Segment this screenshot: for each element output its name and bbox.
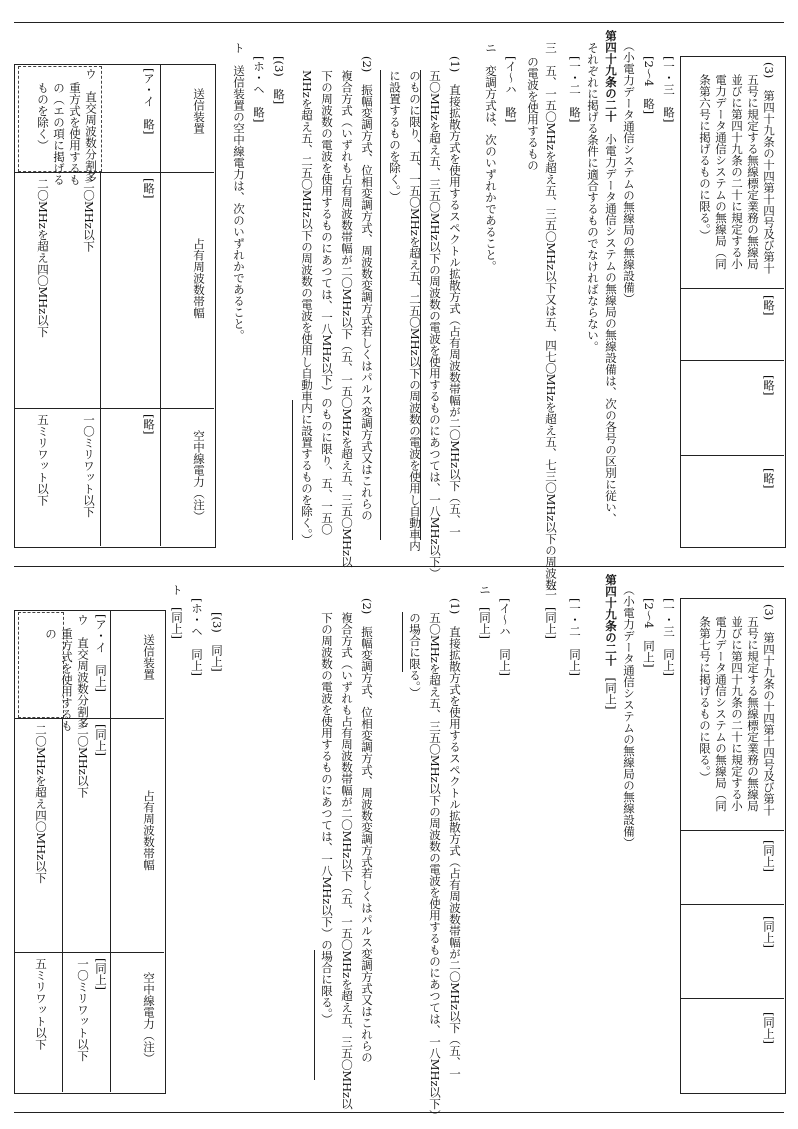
bottom-table-header: 送信装置 — [142, 634, 156, 680]
insert-mark — [420, 70, 421, 540]
article-number: 第四十九条の二十 — [604, 30, 618, 122]
bottom-table-cell: 二〇MHzを超え四〇MHz以下 — [34, 724, 48, 884]
article-text: 小電力データ通信システムの無線局の無線設備は、次の各号の区別に従い、 — [604, 122, 618, 525]
bottom-table-cell: [同上] — [94, 958, 108, 990]
top-table-header: 送信装置 — [192, 88, 206, 134]
bottom-box-text: 並びに第四十九条の二十に規定する小 — [730, 616, 744, 812]
text-line: (1) 直接拡散方式を使用するスペクトル拡散方式（占有周波数帯幅が二〇MHz以下（五、一 — [448, 56, 462, 538]
bottom-table-cell: 重方式を使用するも — [60, 628, 74, 732]
insert-mark — [402, 612, 403, 672]
bottom-box-text: 条第七号に掲げるものに限る。） — [698, 616, 712, 783]
top-table-row — [14, 408, 214, 409]
text-line: 複合方式（いずれも占有周波数帯幅が二〇MHz以下（五、一五〇MHzを超え五、三五〇MHz以 — [340, 612, 354, 1110]
article-heading — [604, 574, 618, 709]
top-box-divider — [680, 455, 784, 456]
top-table-header: 占有周波数帯幅 — [192, 238, 206, 319]
top-box-divider — [680, 288, 784, 289]
top-table-cell: 五ミリワット以下 — [36, 414, 50, 506]
bottom-table-col — [62, 718, 63, 1092]
bottom-box-text: (3) 第四十九条の十四第十四号及び第十 — [762, 604, 776, 816]
top-table-cell: [略] — [142, 178, 156, 199]
article-text: [同上] — [604, 666, 618, 710]
bottom-table-cell: [ア・イ 同上] — [94, 614, 108, 692]
text-line: [2～4 略] — [642, 56, 656, 115]
text-line: [ホ・ヘ 同上] — [190, 598, 204, 676]
text-line: MHzを超え五、二五〇MHz以下の周波数の電波を使用し自動車内に設置するものを除く。） — [300, 70, 314, 546]
insert-mark — [292, 400, 293, 540]
bottom-table-cell: 五ミリワット以下 — [34, 958, 48, 1050]
text-line: [(3) 同上] — [210, 612, 224, 672]
text-line: [(3) 略] — [272, 56, 286, 105]
text-line: [2～4 同上] — [642, 598, 656, 668]
text-line: のものに限り、五、一五〇MHzを超え五、二五〇MHz以下の周波数の電波を使用し自動車内 — [408, 70, 422, 552]
bottom-box-cell: [同上] — [762, 840, 776, 872]
text-line: ト 送信装置の空中線電力は、次のいずれかであること。 — [232, 42, 246, 341]
top-table-cell: 重方式を使用するも — [68, 82, 82, 186]
text-line: 五〇MHzを超え五、三五〇MHz以下の周波数の電波を使用するものにあつては、一八MHz以下） — [428, 612, 442, 1122]
bottom-box-divider — [680, 998, 784, 999]
text-line: それぞれに掲げる条件に適合するものでなければならない。 — [586, 42, 600, 353]
bottom-box-text: 五号に規定する無線標定業務の無線局 — [746, 616, 760, 812]
text-line: ニ [同上] — [478, 584, 492, 639]
bottom-table-header: 空中線電力（注） — [142, 972, 156, 1064]
top-table-cell: ものを除く） — [36, 82, 50, 151]
bottom-box-divider — [680, 830, 784, 831]
text-line: ト [同上] — [170, 584, 184, 639]
text-line: (2) 振幅変調方式、位相変調方式、周波数変調方式若しくはパルス変調方式又はこれらの — [360, 56, 374, 521]
text-line: の場合に限る。） — [408, 612, 422, 699]
top-table-col — [160, 64, 161, 546]
text-line: [一・二 略] — [568, 56, 582, 123]
insert-mark — [380, 70, 381, 540]
bottom-table-row — [14, 952, 164, 953]
top-box-cell: [略] — [762, 295, 776, 316]
text-line: に設置するものを除く。） — [388, 70, 402, 203]
text-line: 下の周波数の電波を使用するものにあつては、一八MHz以下）のものに限り、五、一五〇 — [320, 70, 334, 535]
text-line: の電波を使用するもの — [526, 56, 540, 171]
top-table-row — [14, 172, 214, 173]
article-heading — [604, 30, 618, 525]
top-box-text: (3) 第四十九条の十四第十四号及び第十 — [762, 62, 776, 274]
text-line: 三 五、一五〇MHzを超え五、三五〇MHz以下又は五、四七〇MHzを超え五、七三〇MHz以下の周波数 — [544, 42, 558, 591]
bottom-table-cell: ウ 直交周波数分割多 — [76, 614, 90, 729]
top-box-cell: [略] — [762, 468, 776, 489]
text-line: [一・三 略] — [662, 56, 676, 123]
top-box-text: 五号に規定する無線標定業務の無線局 — [746, 74, 760, 270]
top-table-cell: [略] — [142, 414, 156, 435]
top-box-divider — [680, 360, 784, 361]
text-line: 三 [同上] — [544, 584, 558, 639]
top-table-col — [100, 172, 101, 546]
text-line: （小電力データ通信システムの無線局の無線設備） — [622, 40, 636, 305]
bottom-table-cell: 一〇ミリワット以下 — [76, 958, 90, 1062]
bottom-box-cell: [同上] — [762, 1012, 776, 1044]
top-box-text: 並びに第四十九条の二十に規定する小 — [730, 74, 744, 270]
text-line: (2) 振幅変調方式、位相変調方式、周波数変調方式若しくはパルス変調方式又はこれらの — [360, 598, 374, 1063]
text-line: (1) 直接拡散方式を使用するスペクトル拡散方式（占有周波数帯幅が二〇MHz以下（五、一 — [448, 598, 462, 1080]
insert-mark — [314, 950, 315, 1080]
text-line: ニ 変調方式は、次のいずれかであること。 — [484, 42, 498, 272]
top-table-cell: 一〇ミリワット以下 — [82, 414, 96, 518]
bottom-box-divider — [680, 904, 784, 905]
bottom-table-cell: の — [44, 628, 58, 640]
text-line: 下の周波数の電波を使用するものにあつては、一八MHz以下）の場合に限る。） — [320, 612, 334, 1026]
text-line: [イ～ハ 同上] — [498, 598, 512, 676]
top-table-header: 空中線電力（注） — [192, 430, 206, 522]
bottom-table-cell: [同上] — [94, 724, 108, 756]
text-line: [一・二 同上] — [568, 598, 582, 676]
top-box-cell: [略] — [762, 375, 776, 396]
bottom-table-header: 占有周波数帯幅 — [142, 790, 156, 871]
article-number: 第四十九条の二十 — [604, 574, 618, 666]
text-line: 五〇MHzを超え五、三五〇MHz以下の周波数の電波を使用するものにあつては、一八MHz以下） — [428, 70, 442, 580]
top-table-cell: の（エの項に掲げる — [52, 82, 66, 186]
top-box-text: 条第六号に掲げるものに限る。） — [698, 74, 712, 241]
top-table-cell: [ア・イ 略] — [142, 68, 156, 135]
text-line: （小電力データ通信システムの無線局の無線設備） — [622, 584, 636, 849]
middle-rule — [14, 566, 784, 567]
top-table-cell: 二〇MHzを超え四〇MHz以下 — [36, 178, 50, 338]
top-rule — [14, 22, 784, 23]
bottom-box-cell: [同上] — [762, 916, 776, 948]
top-table-cell: 二〇MHz以下 — [82, 178, 96, 252]
text-line: [一・三 同上] — [662, 598, 676, 676]
bottom-table-cell: 二〇MHz以下 — [76, 724, 90, 798]
top-box-text: 電力データ通信システムの無線局（同 — [714, 74, 728, 270]
bottom-box-text: 電力データ通信システムの無線局（同 — [714, 616, 728, 812]
top-table-cell: ウ 直交周波数分割多 — [84, 68, 98, 183]
text-line: 複合方式（いずれも占有周波数帯幅が二〇MHz以下（五、一五〇MHzを超え五、三五〇MHz以 — [340, 70, 354, 568]
bottom-table-col — [110, 610, 111, 1092]
text-line: [イ～ハ 略] — [504, 56, 518, 123]
text-line: [ホ・ヘ 略] — [252, 56, 266, 123]
bottom-rule — [14, 1112, 784, 1113]
